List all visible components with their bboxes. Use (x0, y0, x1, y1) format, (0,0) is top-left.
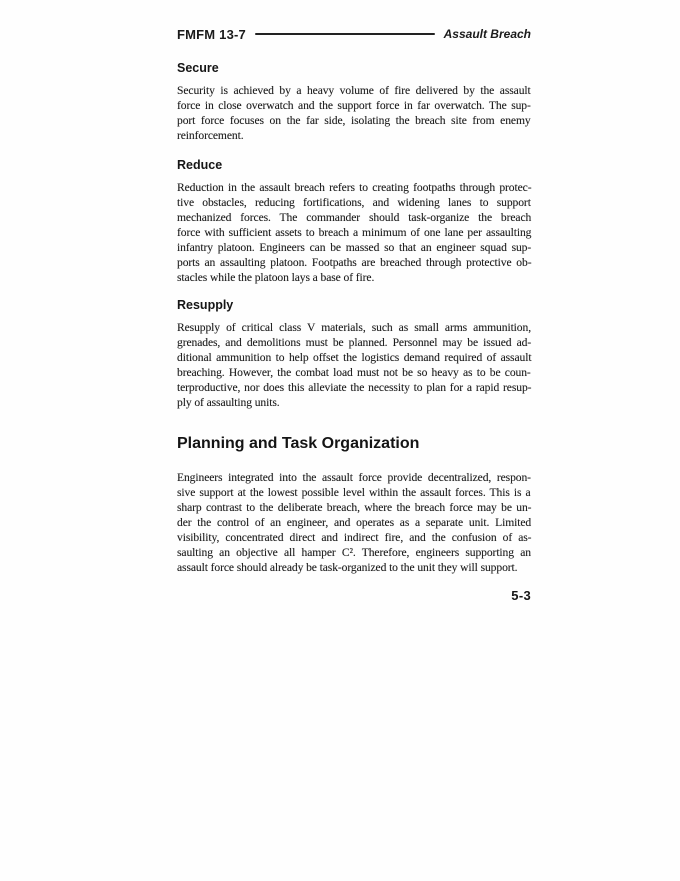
section-heading-secure: Secure (177, 61, 219, 75)
page-header (177, 27, 531, 41)
section-heading-reduce: Reduce (177, 158, 223, 172)
paragraph-secure (177, 83, 531, 143)
text-line: saulting an objective all hamper C². Therefore, engineers supporting an (177, 546, 531, 559)
text-line: Security is achieved by a heavy volume of fire delivered by the assault (177, 84, 531, 97)
text-line: sive support at the lowest possible level within the assault forces. This is a (177, 486, 531, 499)
text-line: mechanized forces. The commander should task-organize the breach (177, 211, 532, 224)
text-line: grenades, and demolitions must be planned. Personnel may be issued ad- (177, 336, 532, 349)
text-line: ditional ammunition to help offset the logistics demand required of assault (177, 351, 532, 364)
text-line: ports an assaulting platoon. Footpaths are breached through protective ob- (177, 256, 532, 269)
text-line: force in close overwatch and the support force in far overwatch. The sup- (177, 99, 531, 112)
text-line: tive obstacles, reducing fortifications, and widening lanes to support (177, 196, 531, 209)
text-line: der the control of an engineer, and operates as a separate unit. Limited (177, 516, 532, 529)
text-line: breaching. However, the combat load must not be so heavy as to be coun- (177, 366, 531, 379)
text-line: force with sufficient assets to breach a minimum of one lane per assaulting (177, 226, 532, 239)
text-line: visibility, concentrated direct and indirect fire, and the confusion of as- (177, 531, 532, 544)
page-number: 5-3 (511, 588, 531, 603)
header-doc-id: FMFM 13-7 (177, 26, 246, 42)
page-content-column (177, 0, 531, 603)
text-line: Reduction in the assault breach refers to creating footpaths through protec- (177, 181, 532, 194)
text-line: port force focuses on the far side, isolating the breach site from enemy (177, 114, 531, 127)
text-line: terproductive, nor does this alleviate the necessity to plan for a rapid resup- (177, 381, 532, 394)
header-rule-line (255, 33, 435, 35)
paragraph-reduce (177, 180, 531, 285)
text-line: assault force should already be task-organized to the unit they will support. (177, 561, 518, 574)
paragraph-planning (177, 470, 531, 575)
header-chapter-title: Assault Breach (443, 27, 531, 41)
text-line: sharp contrast to the deliberate breach, where the breach force may be un- (177, 501, 532, 514)
text-line: reinforcement. (177, 129, 244, 142)
text-line: Engineers integrated into the assault force provide decentralized, respon- (177, 471, 531, 484)
text-line: stacles while the platoon lays a base of fire. (177, 271, 375, 284)
text-line: infantry platoon. Engineers can be massed so that an engineer squad sup- (177, 241, 532, 254)
text-line: Resupply of critical class V materials, such as small arms ammunition, (177, 321, 531, 334)
paragraph-resupply (177, 320, 531, 410)
section-heading-planning-and-task-organization: Planning and Task Organization (177, 435, 420, 452)
section-heading-resupply: Resupply (177, 298, 234, 312)
text-line: ply of assaulting units. (177, 396, 280, 409)
